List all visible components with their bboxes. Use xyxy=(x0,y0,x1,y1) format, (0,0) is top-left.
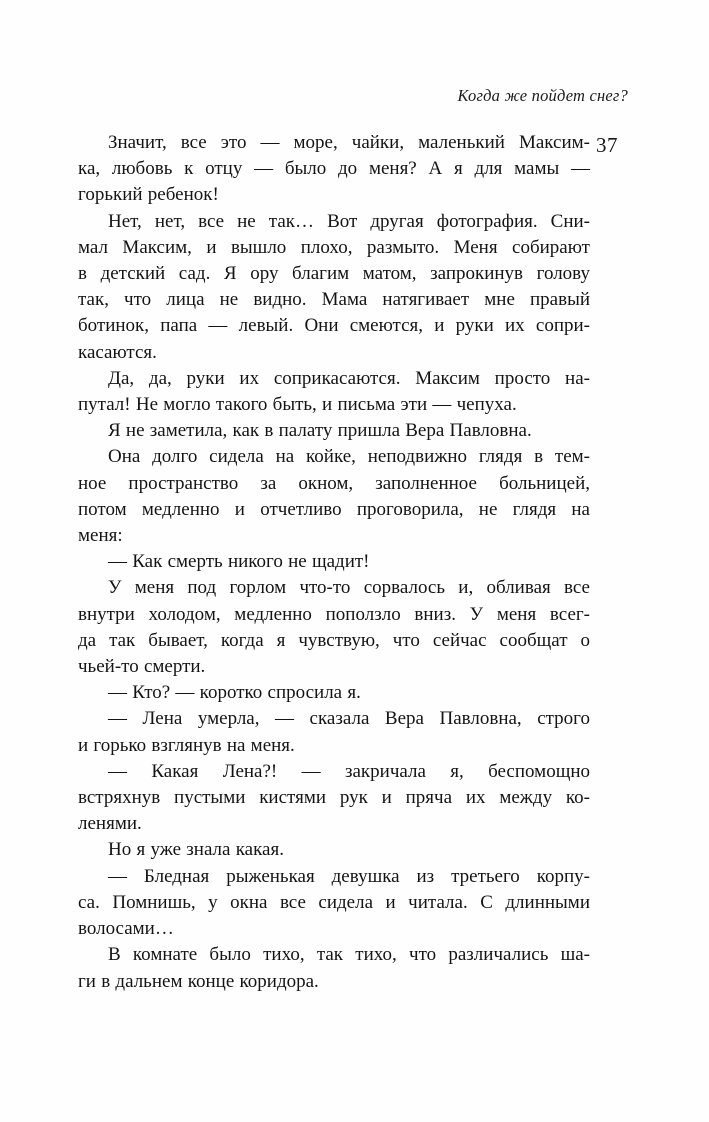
text-line: ги в дальнем конце коридора. xyxy=(78,970,319,992)
text-line: горький ребенок! xyxy=(78,184,219,206)
paragraph xyxy=(78,759,590,838)
text-line: В комнате было тихо, так тихо, что различались ша- xyxy=(108,944,590,966)
paragraph xyxy=(78,864,590,943)
text-line: ка, любовь к отцу — было до меня? А я для мамы — xyxy=(78,158,590,180)
text-line: внутри холодом, медленно поползло вниз. У меня всег- xyxy=(78,603,590,625)
text-line: Нет, нет, все не так… Вот другая фотография. Сни- xyxy=(108,210,590,232)
page-number: 37 xyxy=(596,133,618,157)
text-line: Да, да, руки их соприкасаются. Максим просто на- xyxy=(108,367,590,389)
text-line: — Какая Лена?! — закричала я, беспомощно xyxy=(108,760,590,782)
text-line: в детский сад. Я ору благим матом, запрокинув голову xyxy=(78,263,590,285)
text-line: путал! Не могло такого быть, и письма эти — чепуха. xyxy=(78,394,517,416)
paragraph xyxy=(78,837,590,863)
paragraph xyxy=(78,549,590,575)
paragraph xyxy=(78,942,590,994)
paragraph xyxy=(78,209,590,366)
text-line: потом медленно и отчетливо проговорила, не глядя на xyxy=(78,498,590,520)
paragraph xyxy=(78,444,590,549)
text-line: да так бывает, когда я чувствую, что сейчас сообщат о xyxy=(78,629,590,651)
running-head: Когда же пойдет снег? xyxy=(457,86,628,105)
text-line: — Как смерть никого не щадит! xyxy=(108,551,370,573)
text-line: — Лена умерла, — сказала Вера Павловна, строго xyxy=(108,708,590,730)
text-line: са. Помнишь, у окна все сидела и читала. С длинными xyxy=(78,891,590,913)
text-line: мал Максим, и вышло плохо, размыто. Меня собирают xyxy=(78,236,590,258)
text-line: Но я уже знала какая. xyxy=(108,839,284,861)
paragraph xyxy=(78,130,590,209)
text-line: меня: xyxy=(78,525,123,547)
text-line: Я не заметила, как в палату пришла Вера Павловна. xyxy=(108,420,532,442)
paragraph xyxy=(78,366,590,418)
text-line: Значит, все это — море, чайки, маленький Максим- xyxy=(108,132,590,153)
text-line: ное пространство за окном, заполненное больницей, xyxy=(78,472,590,494)
paragraph xyxy=(78,418,590,444)
text-line: — Бледная рыженькая девушка из третьего корпу- xyxy=(108,865,590,887)
text-line: ботинок, папа — левый. Они смеются, и руки их сопри- xyxy=(78,315,590,337)
text-line: У меня под горлом что-то сорвалось и, обливая все xyxy=(108,577,590,599)
text-block xyxy=(78,130,590,995)
text-line: так, что лица не видно. Мама натягивает мне правый xyxy=(78,289,590,311)
text-line: встряхнув пустыми кистями рук и пряча их между ко- xyxy=(78,787,590,809)
text-line: чьей-то смерти. xyxy=(78,656,206,678)
text-line: — Кто? — коротко спросила я. xyxy=(108,682,361,704)
paragraph xyxy=(78,706,590,758)
paragraph xyxy=(78,680,590,706)
paragraph xyxy=(78,575,590,680)
text-line: ленями. xyxy=(78,813,142,835)
text-line: волосами… xyxy=(78,918,174,940)
text-line: и горько взглянув на меня. xyxy=(78,734,295,756)
text-line: Она долго сидела на койке, неподвижно глядя в тем- xyxy=(108,446,590,468)
text-line: касаются. xyxy=(78,341,157,363)
